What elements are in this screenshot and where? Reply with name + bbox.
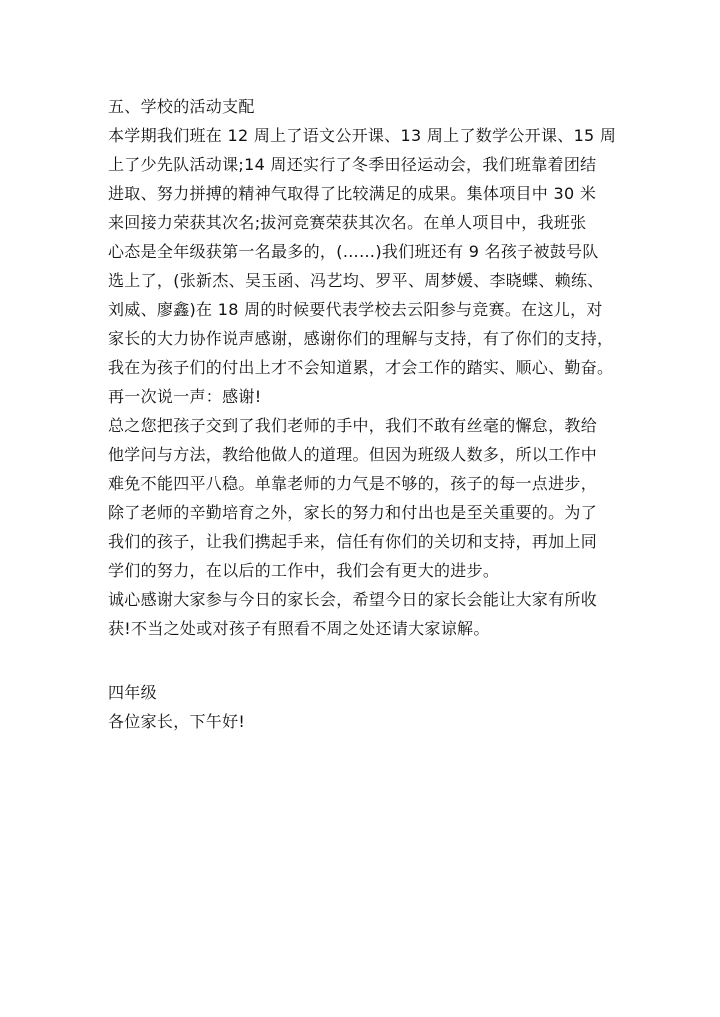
section-heading: 五、学校的活动支配: [108, 97, 255, 116]
paragraph-line: 我在为孩子们的付出上才不会知道累，才会工作的踏实、顺心、勤奋。: [108, 358, 614, 377]
paragraph-line: 家长的大力协作说声感谢，感谢你们的理解与支持，有了你们的支持，: [108, 329, 614, 348]
paragraph-activities: [108, 121, 620, 411]
paragraph-line: 学们的努力，在以后的工作中，我们会有更大的进步。: [108, 561, 500, 580]
paragraph-line: 我们的孩子，让我们携起手来，信任有你们的关切和支持，再加上同: [108, 532, 598, 551]
paragraph-line: 他学问与方法，教给他做人的道理。但因为班级人数多，所以工作中: [108, 445, 598, 464]
paragraph-line: 诚心感谢大家参与今日的家长会，希望今日的家长会能让大家有所收: [108, 590, 598, 609]
paragraph-line: 选上了，(张新杰、吴玉函、冯艺均、罗平、周梦媛、李晓蝶、赖练、: [108, 271, 604, 290]
paragraph-line: 获!不当之处或对孩子有照看不周之处还请大家谅解。: [108, 619, 490, 638]
document-body: [108, 92, 620, 736]
greeting: 各位家长，下午好!: [108, 712, 246, 731]
paragraph-line: 刘威、廖鑫)在 18 周的时候要代表学校去云阳参与竞赛。在这儿，对: [108, 300, 603, 319]
paragraph-line: 再一次说一声：感谢!: [108, 387, 262, 406]
paragraph-line: 来回接力荣获其次名;拔河竞赛荣获其次名。在单人项目中，我班张: [108, 213, 587, 232]
paragraph-line: 本学期我们班在 12 周上了语文公开课、13 周上了数学公开课、15 周: [108, 126, 617, 145]
paragraph-line: 心态是全年级获第一名最多的，(……)我们班还有 9 名孩子被鼓号队: [108, 242, 599, 261]
paragraph-line: 难免不能四平八稳。单靠老师的力气是不够的，孩子的每一点进步，: [108, 474, 598, 493]
grade-heading: 四年级: [108, 683, 157, 702]
paragraph-thanks: [108, 585, 620, 643]
paragraph-line: 进取、努力拼搏的精神气取得了比较满足的成果。集体项目中 30 米: [108, 184, 597, 203]
section-spacer: [108, 643, 620, 678]
paragraph-line: 总之您把孩子交到了我们老师的手中，我们不敢有丝毫的懈怠，教给: [108, 416, 598, 435]
paragraph-line: 除了老师的辛勤培育之外，家长的努力和付出也是至关重要的。为了: [108, 503, 598, 522]
paragraph-cooperation: [108, 411, 620, 585]
paragraph-line: 上了少先队活动课;14 周还实行了冬季田径运动会，我们班靠着团结: [108, 155, 597, 174]
